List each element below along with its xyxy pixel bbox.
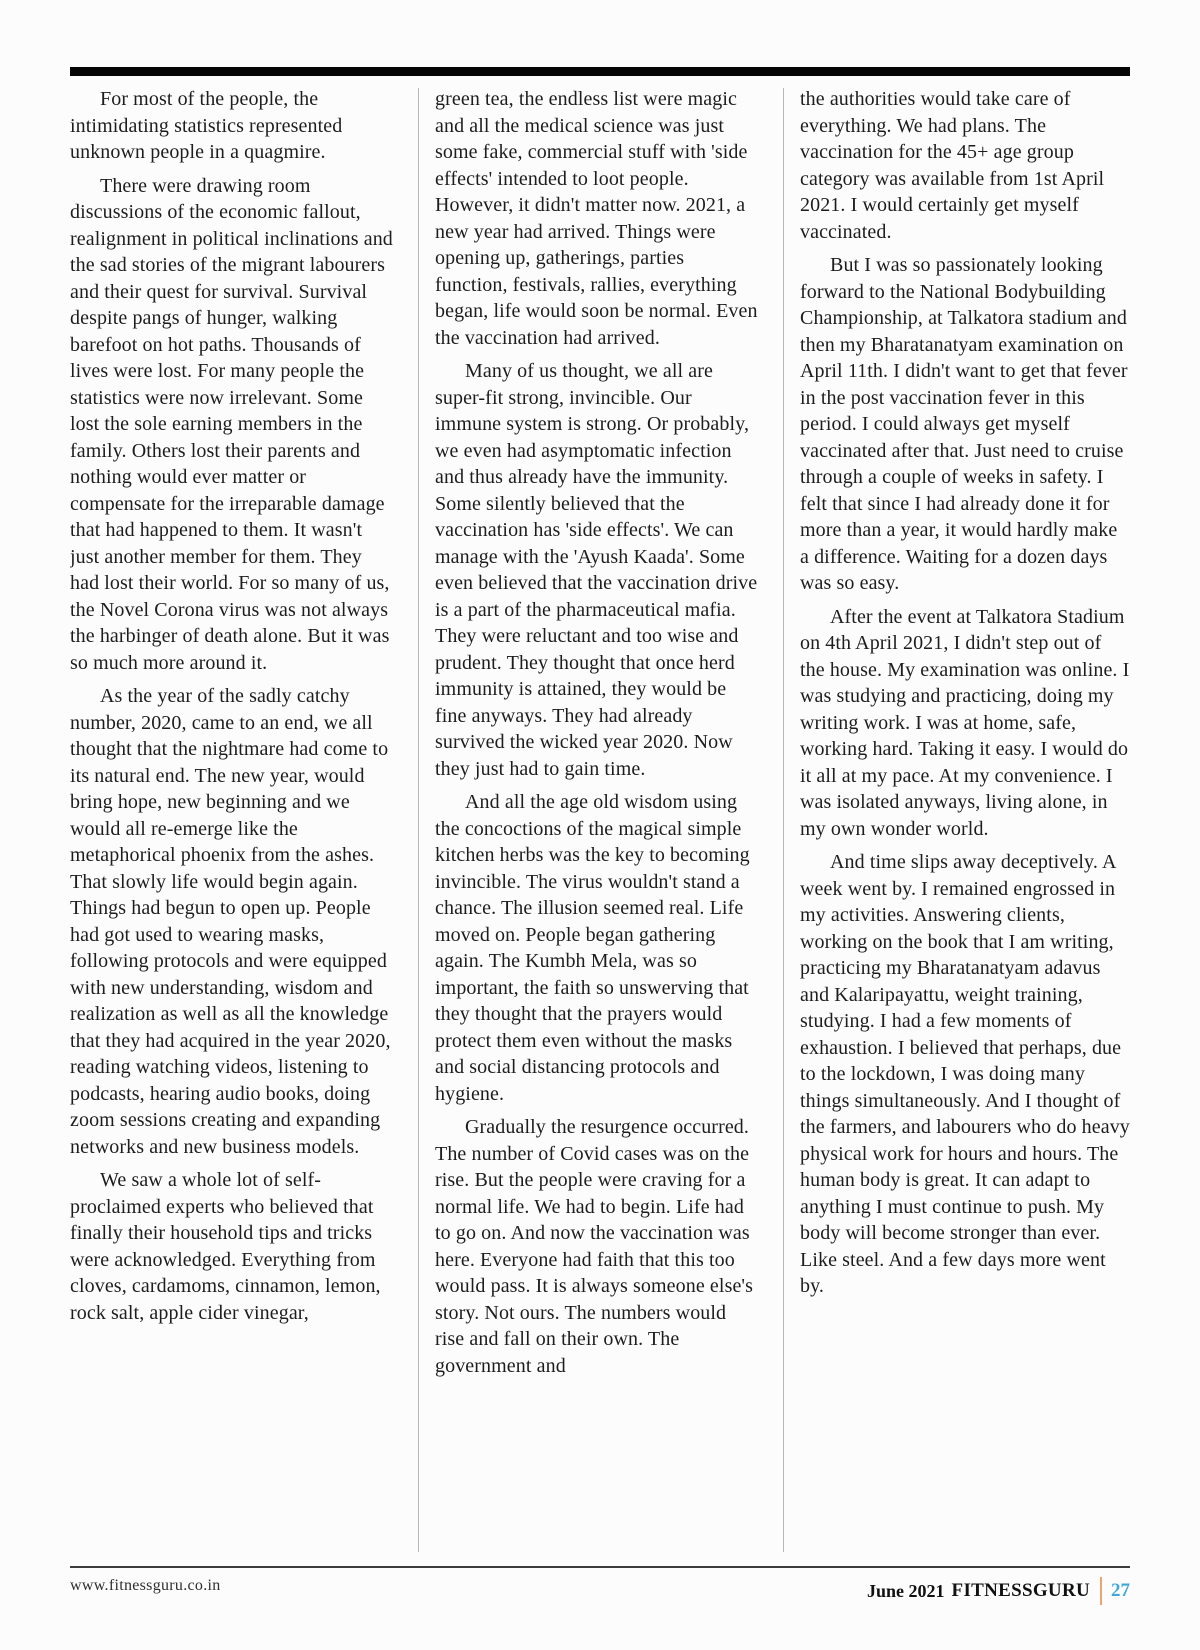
- column-divider: [783, 88, 784, 1552]
- footer-website: www.fitnessguru.co.in: [70, 1577, 221, 1594]
- article-column-3: [800, 86, 1130, 1566]
- article-column-2: [435, 86, 759, 1566]
- article-paragraph: There were drawing room discussions of the economic fallout, realignment in political inclinations and the sad stories of the migrant labourers and their quest for survival. Survival despite pangs of hunger, walking barefoot on hot paths. Thousands of lives were lost. For many people the statistics were now irrelevant. Some lost the sole earning members in the family. Others lost their parents and nothing would ever matter or compensate for the irreparable damage that had happened to them. It wasn't just another member for them. They had lost their world. For so many of us, the Novel Corona virus was not always the harbinger of death alone. But it was so much more around it.: [70, 174, 393, 674]
- article-paragraph: Many of us thought, we all are super-fit strong, invincible. Our immune system is strong. Or probably, we even had asymptomatic infection and thus already have the immunity. Some silently believed that the vaccination has 'side effects'. We can manage with the 'Ayush Kaada'. Some even believed that the vaccination drive is a part of the pharmaceutical mafia. They were reluctant and too wise and prudent. They thought that once herd immunity is attained, they would be fine anyways. They had already survived the wicked year 2020. Now they just had to gain time.: [435, 360, 758, 780]
- article-column-1: [70, 86, 394, 1566]
- article-paragraph: And all the age old wisdom using the concoctions of the magical simple kitchen herbs was the key to becoming invincible. The virus wouldn't stand a chance. The illusion seemed real. Life moved on. People began gathering again. The Kumbh Mela, was so important, the faith so unswerving that they thought that the prayers would protect them even without the masks and social distancing protocols and hygiene.: [435, 791, 750, 1105]
- top-rule: [70, 67, 1130, 76]
- page-number-divider: [1100, 1577, 1102, 1605]
- footer-issue-date: June 2021: [867, 1580, 945, 1601]
- page-number: 27: [1111, 1580, 1130, 1601]
- page-footer: [70, 1566, 1130, 1605]
- article-paragraph: But I was so passionately looking forward to the National Bodybuilding Championship, at Talkatora stadium and then my Bharatanatyam examination on April 11th. I didn't want to get that fever in the post vaccination fever in this period. I could always get myself vaccinated after that. Just need to cruise through a couple of weeks in safety. I felt that since I had already done it for more than a year, it would hardly make a difference. Waiting for a dozen days was so easy.: [800, 254, 1128, 594]
- article-paragraph: After the event at Talkatora Stadium on 4th April 2021, I didn't step out of the house. My examination was online. I was studying and practicing, doing my writing work. I was at home, safe, working hard. Taking it easy. I would do it all at my pace. At my convenience. I was isolated anyways, living alone, in my own wonder world.: [800, 605, 1130, 840]
- article-body: [70, 86, 1130, 1566]
- article-paragraph: We saw a whole lot of self-proclaimed experts who believed that finally their household tips and tricks were acknowledged. Everything from cloves, cardamoms, cinnamon, lemon, rock salt, apple cider vinegar,: [70, 1169, 381, 1324]
- article-paragraph: Gradually the resurgence occurred. The number of Covid cases was on the rise. But the people were craving for a normal life. We had to begin. Life had to go on. And now the vaccination was here. Everyone had faith that this too would pass. It is always someone else's story. Not ours. The numbers would rise and fall on their own. The government and: [435, 1116, 754, 1377]
- article-paragraph: As the year of the sadly catchy number, 2020, came to an end, we all thought that the nightmare had come to its natural end. The new year, would bring hope, new beginning and we would all re-emerge like the metaphorical phoenix from the ashes. That slowly life would begin again. Things had begun to open up. People had got used to wearing masks, following protocols and were equipped with new understanding, wisdom and realization as well as all the knowledge that they had acquired in the year 2020, reading watching videos, listening to podcasts, hearing audio books, doing zoom sessions creating and expanding networks and new business models.: [70, 685, 391, 1158]
- footer-issue-info: [867, 1577, 1130, 1605]
- article-paragraph: For most of the people, the intimidating statistics represented unknown people in a quagmire.: [70, 88, 343, 163]
- footer-magazine-name: FITNESSGURU: [951, 1580, 1090, 1601]
- column-divider: [418, 88, 419, 1552]
- article-paragraph: green tea, the endless list were magic and all the medical science was just some fake, commercial stuff with 'side effects' intended to loot people. However, it didn't matter now. 2021, a new year had arrived. Things were opening up, gatherings, parties function, festivals, rallies, everything began, life would soon be normal. Even the vaccination had arrived.: [435, 88, 758, 349]
- article-paragraph: the authorities would take care of everything. We had plans. The vaccination for the 45+ age group category was available from 1st April 2021. I would certainly get myself vaccinated.: [800, 88, 1105, 243]
- article-paragraph: And time slips away deceptively. A week went by. I remained engrossed in my activities. Answering clients, working on the book that I am writing, practicing my Bharatanatyam adavus and Kalaripayattu, weight training, studying. I had a few moments of exhaustion. I believed that perhaps, due to the lockdown, I was doing many things simultaneously. And I thought of the farmers, and labourers who do heavy physical work for hours and hours. The human body is great. It can adapt to anything I must continue to push. My body will become stronger than ever. Like steel. And a few days more went by.: [800, 851, 1130, 1297]
